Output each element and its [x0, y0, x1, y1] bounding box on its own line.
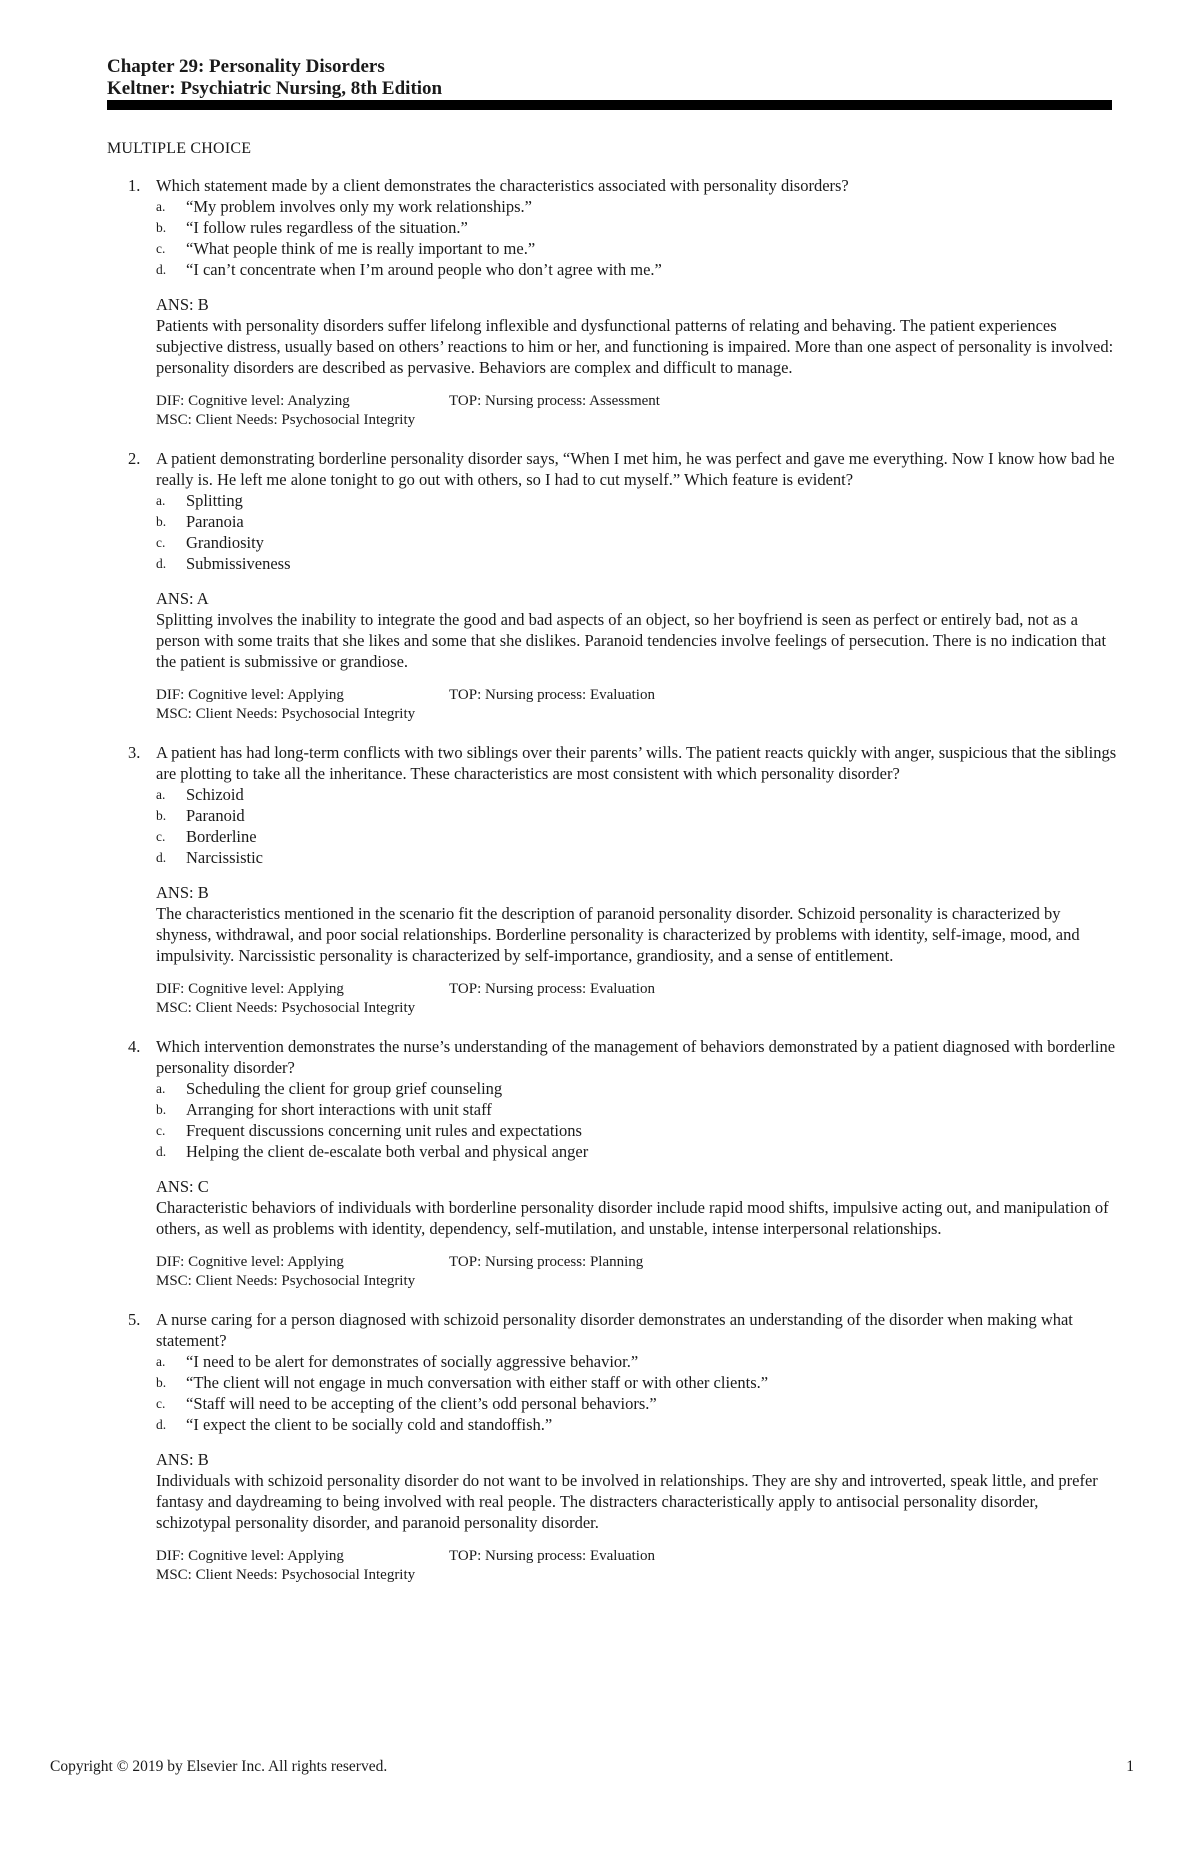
question-5 [107, 1309, 1117, 1585]
option-text: Schizoid [186, 785, 244, 804]
rationale: Patients with personality disorders suffer lifelong inflexible and dysfunctional patterns of relating and behaving. The patient experiences subjective distress, usually based on others’ reactions to him or her, and functioning is impaired. More than one aspect of personality is involved: personality disorders are described as pervasive. Behaviors are complex and difficult to manage. [156, 316, 1114, 377]
option-d [156, 553, 1117, 574]
client-needs: MSC: Client Needs: Psychosocial Integrity [156, 412, 416, 428]
option-letter: b. [156, 808, 167, 823]
question-list [107, 175, 1117, 1603]
rationale: The characteristics mentioned in the scenario fit the description of paranoid personality disorder. Schizoid personality is characterized by shyness, withdrawal, and poor social relationships. Borderline personality is characterized by problems with identity, self-image, mood, and impulsivity. Narcissistic personality is characterized by self-importance, grandiosity, and a sense of entitlement. [156, 904, 1080, 965]
question-3 [107, 742, 1117, 1018]
option-c [156, 1120, 1117, 1141]
question-stem: Which intervention demonstrates the nurse’s understanding of the management of behaviors demonstrated by a patient diagnosed with borderline personality disorder? [156, 1037, 1116, 1077]
question-number: 3. [128, 743, 141, 762]
answer-key: ANS: B [156, 1450, 209, 1469]
option-b [156, 1099, 1117, 1120]
difficulty: DIF: Cognitive level: Analyzing [156, 393, 350, 409]
option-letter: a. [156, 493, 166, 508]
answer-key: ANS: C [156, 1177, 209, 1196]
option-a [156, 784, 1117, 805]
option-letter: b. [156, 1102, 167, 1117]
page-number: 1 [1126, 1758, 1134, 1775]
option-b [156, 511, 1117, 532]
chapter-title: Chapter 29: Personality Disorders [107, 56, 385, 77]
answer-key: ANS: B [156, 883, 209, 902]
difficulty: DIF: Cognitive level: Applying [156, 687, 344, 703]
option-a [156, 1351, 1117, 1372]
rationale: Individuals with schizoid personality disorder do not want to be involved in relationships. They are shy and introverted, speak little, and prefer fantasy and daydreaming to being involved with real people. The distracters characteristically apply to antisocial personality disorder, schizotypal personality disorder, and paranoid personality disorder. [156, 1471, 1098, 1532]
option-c [156, 1393, 1117, 1414]
client-needs: MSC: Client Needs: Psychosocial Integrity [156, 706, 416, 722]
question-metadata [156, 980, 1117, 1018]
option-text: “I need to be alert for demonstrates of socially aggressive behavior.” [186, 1352, 639, 1371]
question-number: 1. [128, 176, 141, 195]
option-letter: b. [156, 514, 167, 529]
option-a [156, 490, 1117, 511]
option-text: Splitting [186, 491, 243, 510]
option-text: “I can’t concentrate when I’m around people who don’t agree with me.” [186, 260, 662, 279]
page-header [107, 56, 1112, 100]
option-d [156, 259, 1117, 280]
section-title: MULTIPLE CHOICE [107, 140, 252, 157]
option-text: Grandiosity [186, 533, 264, 552]
option-letter: d. [156, 262, 167, 277]
option-text: Narcissistic [186, 848, 263, 867]
option-text: Frequent discussions concerning unit rules and expectations [186, 1121, 582, 1140]
topic: TOP: Nursing process: Planning [449, 1254, 644, 1270]
difficulty: DIF: Cognitive level: Applying [156, 981, 344, 997]
option-b [156, 805, 1117, 826]
copyright-notice: Copyright © 2019 by Elsevier Inc. All rights reserved. [50, 1758, 388, 1775]
question-2 [107, 448, 1117, 724]
option-text: “I expect the client to be socially cold and standoffish.” [186, 1415, 553, 1434]
option-letter: c. [156, 1123, 166, 1138]
option-letter: c. [156, 1396, 166, 1411]
option-letter: a. [156, 1354, 166, 1369]
option-letter: d. [156, 556, 167, 571]
client-needs: MSC: Client Needs: Psychosocial Integrity [156, 1567, 416, 1583]
option-text: “My problem involves only my work relationships.” [186, 197, 532, 216]
answer-key: ANS: B [156, 295, 209, 314]
option-text: Submissiveness [186, 554, 291, 573]
option-letter: a. [156, 787, 166, 802]
option-text: Scheduling the client for group grief counseling [186, 1079, 503, 1098]
option-text: Helping the client de-escalate both verbal and physical anger [186, 1142, 589, 1161]
question-4 [107, 1036, 1117, 1291]
header-rule [107, 100, 1112, 110]
question-stem: A patient has had long-term conflicts with two siblings over their parents’ wills. The patient reacts quickly with anger, suspicious that the siblings are plotting to take all the inheritance. These characteristics are most consistent with which personality disorder? [156, 743, 1117, 783]
option-letter: b. [156, 220, 167, 235]
question-stem: Which statement made by a client demonstrates the characteristics associated with personality disorders? [156, 176, 849, 195]
option-letter: d. [156, 1144, 167, 1159]
option-text: Paranoid [186, 806, 245, 825]
option-letter: c. [156, 241, 166, 256]
option-a [156, 196, 1117, 217]
book-title: Keltner: Psychiatric Nursing, 8th Edition [107, 78, 443, 99]
topic: TOP: Nursing process: Assessment [449, 393, 660, 409]
option-c [156, 238, 1117, 259]
topic: TOP: Nursing process: Evaluation [449, 981, 655, 997]
option-letter: a. [156, 199, 166, 214]
option-d [156, 847, 1117, 868]
question-metadata [156, 686, 1117, 724]
option-a [156, 1078, 1117, 1099]
rationale: Characteristic behaviors of individuals with borderline personality disorder include rapid mood shifts, impulsive acting out, and manipulation of others, as well as problems with identity, dependency, self-mutilation, and unstable, intense interpersonal relationships. [156, 1198, 1109, 1238]
option-text: “Staff will need to be accepting of the client’s odd personal behaviors.” [186, 1394, 657, 1413]
difficulty: DIF: Cognitive level: Applying [156, 1254, 344, 1270]
question-number: 5. [128, 1310, 141, 1329]
option-c [156, 826, 1117, 847]
option-letter: a. [156, 1081, 166, 1096]
option-b [156, 1372, 786, 1393]
option-letter: c. [156, 535, 166, 550]
option-c [156, 532, 1117, 553]
question-metadata [156, 1547, 1117, 1585]
question-number: 2. [128, 449, 141, 468]
option-letter: d. [156, 1417, 167, 1432]
question-metadata [156, 1253, 1117, 1291]
option-letter: b. [156, 1375, 167, 1390]
option-d [156, 1414, 1117, 1435]
option-letter: d. [156, 850, 167, 865]
question-stem: A patient demonstrating borderline personality disorder says, “When I met him, he was perfect and gave me everything. Now I know how bad he really is. He left me alone tonight to go out with others, so I had to cut myself.” Which feature is evident? [156, 449, 1115, 489]
option-text: “I follow rules regardless of the situation.” [186, 218, 468, 237]
question-metadata [156, 392, 1117, 430]
question-1 [107, 175, 1117, 430]
option-text: “What people think of me is really important to me.” [186, 239, 536, 258]
topic: TOP: Nursing process: Evaluation [449, 1548, 655, 1564]
question-number: 4. [128, 1037, 141, 1056]
option-text: Paranoia [186, 512, 244, 531]
difficulty: DIF: Cognitive level: Applying [156, 1548, 344, 1564]
question-stem: A nurse caring for a person diagnosed with schizoid personality disorder demonstrates an understanding of the disorder when making what statement? [156, 1310, 1073, 1350]
answer-key: ANS: A [156, 589, 209, 608]
option-text: Arranging for short interactions with unit staff [186, 1100, 492, 1119]
option-text: Borderline [186, 827, 257, 846]
client-needs: MSC: Client Needs: Psychosocial Integrity [156, 1273, 416, 1289]
option-b [156, 217, 1117, 238]
option-letter: c. [156, 829, 166, 844]
topic: TOP: Nursing process: Evaluation [449, 687, 655, 703]
client-needs: MSC: Client Needs: Psychosocial Integrity [156, 1000, 416, 1016]
option-d [156, 1141, 1117, 1162]
rationale: Splitting involves the inability to integrate the good and bad aspects of an object, so her boyfriend is seen as perfect or entirely bad, not as a person with some traits that she likes and some that she dislikes. Paranoid tendencies involve feelings of persecution. There is no indication that the patient is submissive or grandiose. [156, 610, 1107, 671]
option-text: “The client will not engage in much conversation with either staff or with other clients.” [186, 1373, 769, 1392]
